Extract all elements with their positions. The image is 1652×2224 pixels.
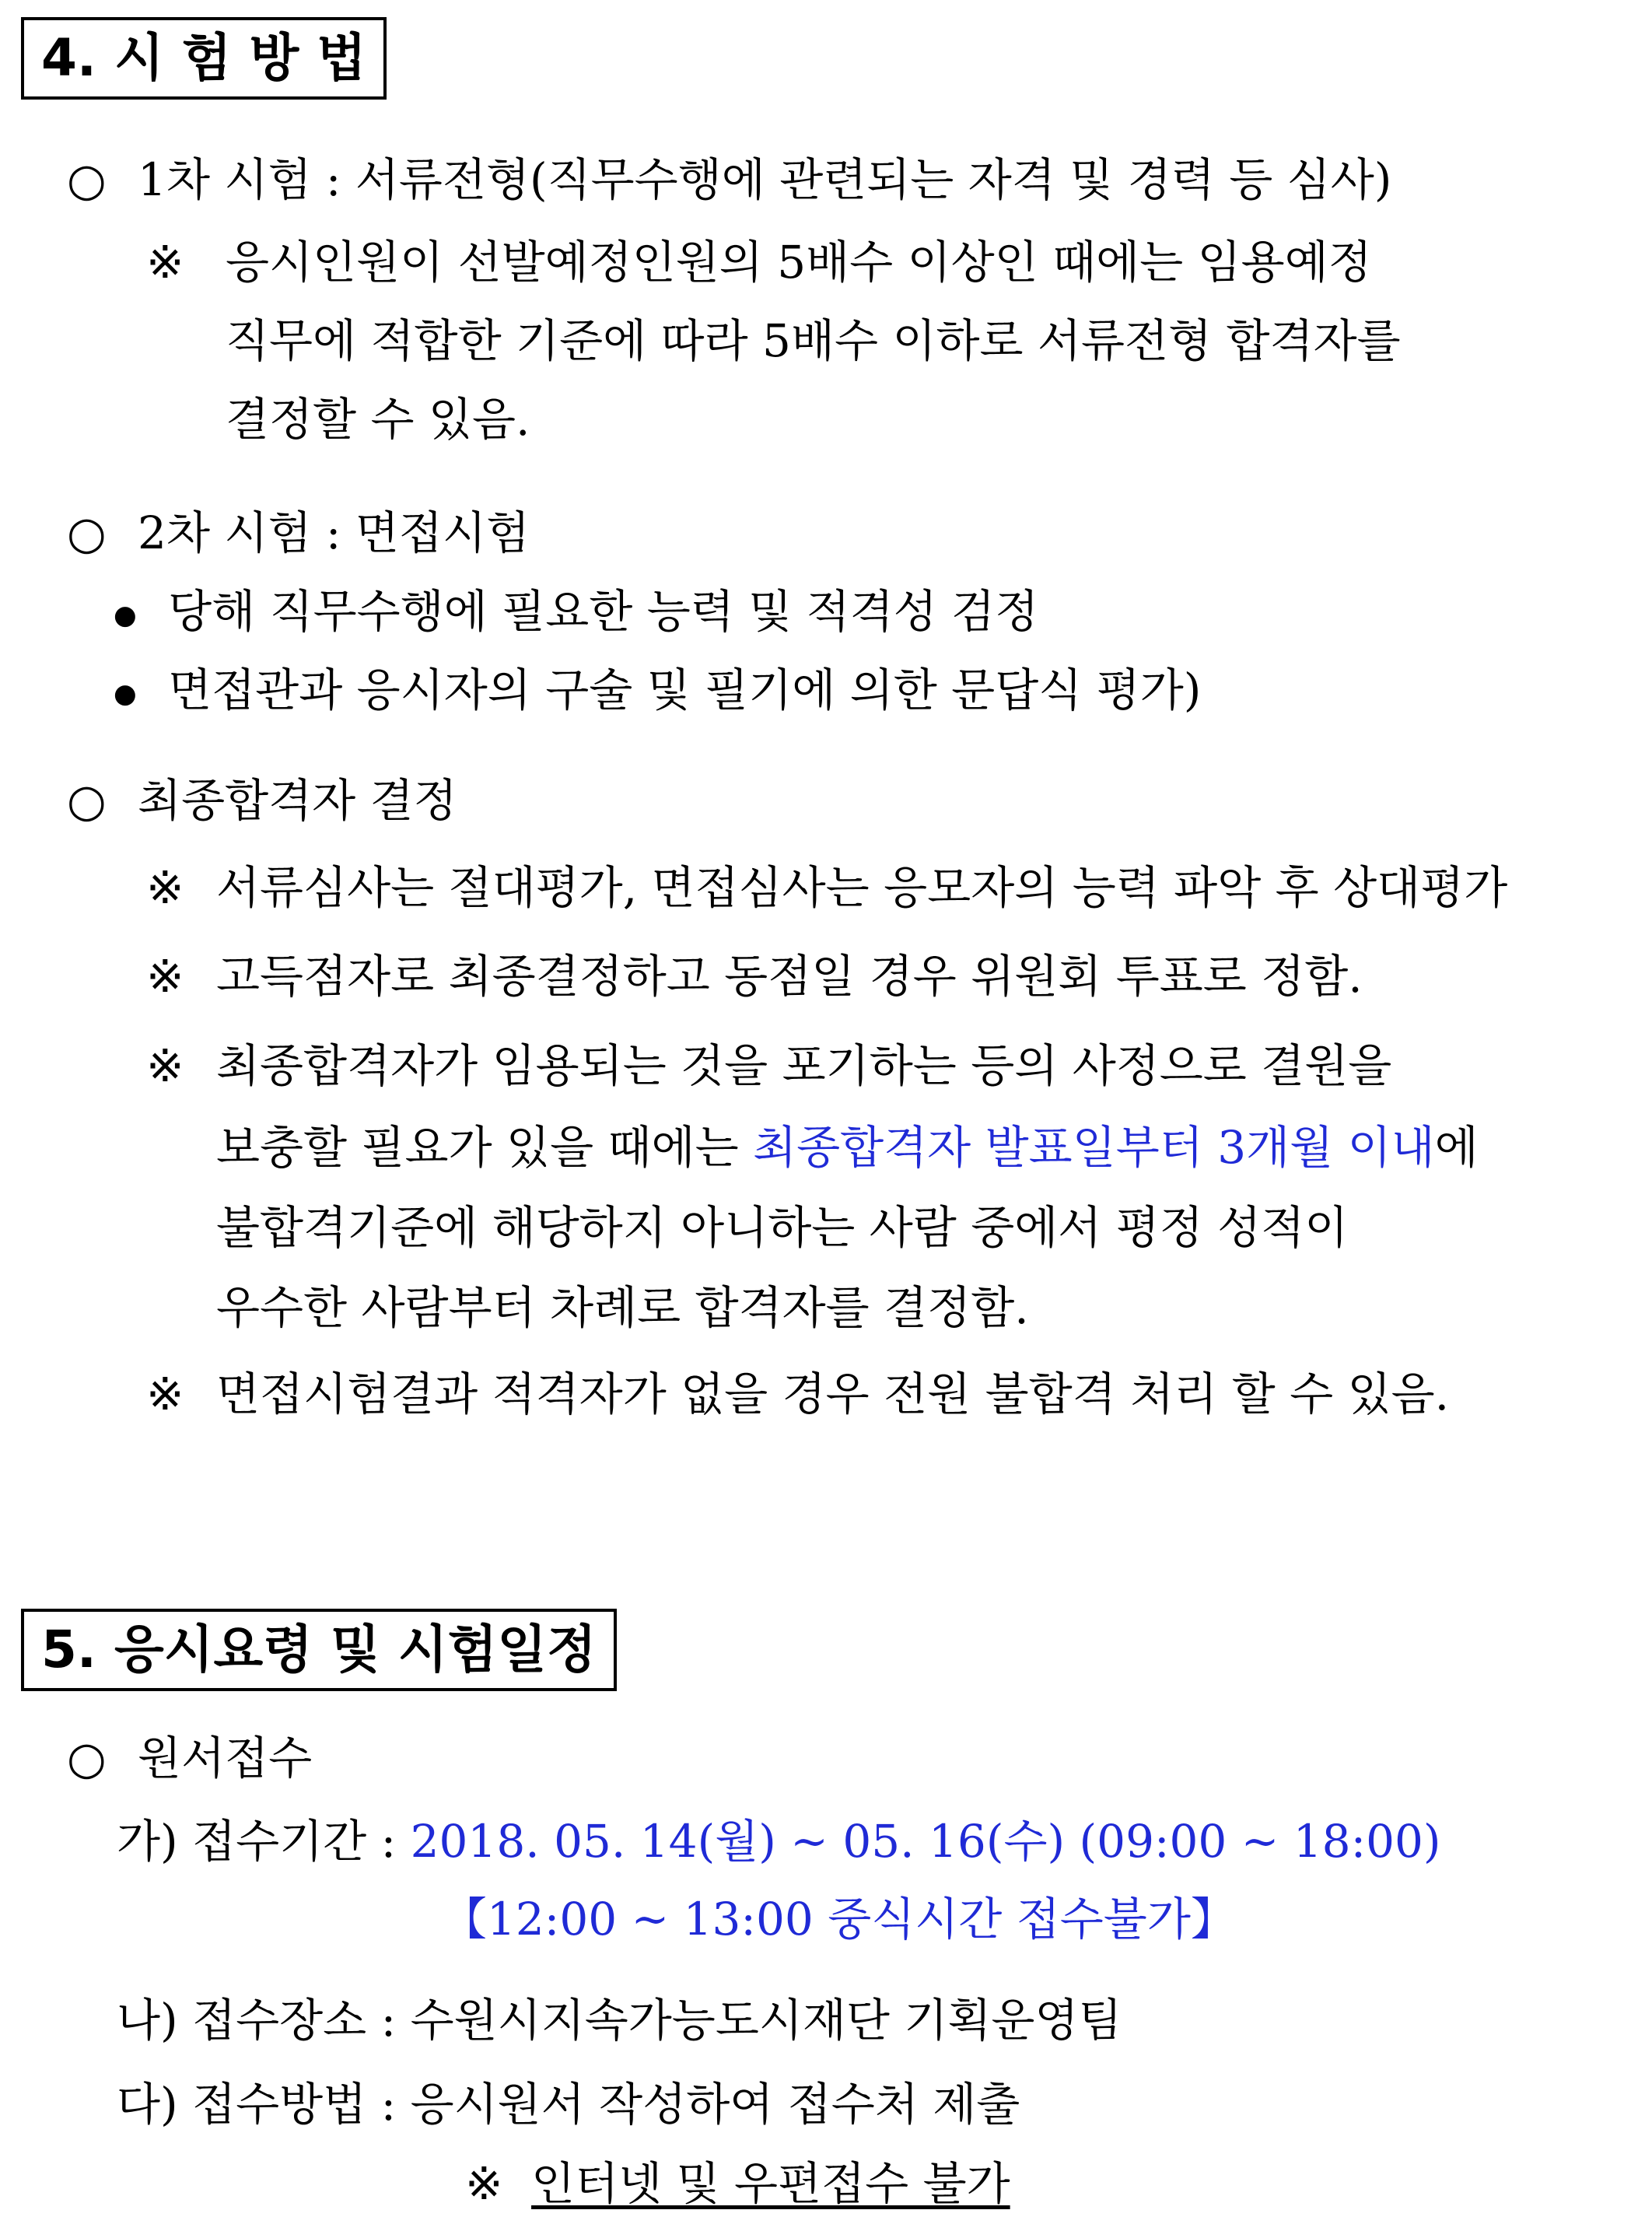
- warning-text: 인터넷 및 우편접수 불가: [531, 2157, 1010, 2210]
- application-period-note: 【12:00 ~ 13:00 중식시간 접수불가】: [442, 1893, 1236, 1946]
- final-note-3-highlight: 최종합격자 발표일부터 3개월 이내: [753, 1121, 1435, 1174]
- first-exam-note-line: 결정할 수 있음.: [226, 393, 530, 446]
- final-note-3-text: 보충할 필요가 있을 때에는: [216, 1121, 754, 1174]
- section5-heading: 5. 응시요령 및 시험일정: [21, 1609, 617, 1691]
- first-exam-note-text: 응시인원이 선발예정인원의 5배수 이상인 때에는 임용예정: [226, 236, 1372, 289]
- application-method-label: 다) 접수방법 :: [117, 2078, 411, 2131]
- final-note-3-text: 에: [1434, 1121, 1479, 1174]
- final-decision-item: [67, 773, 457, 828]
- application-method: [117, 2077, 1020, 2131]
- warning-mark: ※: [465, 2157, 503, 2210]
- section4-heading: 4. 시 험 방 법: [21, 17, 387, 100]
- final-note-mark: ※: [146, 950, 184, 1003]
- application-place-value: 수원시지속가능도시재단 기획운영팀: [410, 1994, 1122, 2047]
- second-exam-sub-item: [114, 663, 1201, 721]
- second-exam-sub-text: 면접관과 응시자의 구술 및 필기에 의한 문답식 평가): [168, 664, 1202, 716]
- dot-bullet-icon: ●: [114, 678, 137, 709]
- final-note-mark: ※: [146, 1368, 184, 1420]
- second-exam-sub-item: [114, 584, 1038, 643]
- application-item: [67, 1731, 312, 1785]
- final-decision-text: 최종합격자 결정: [138, 774, 457, 827]
- application-place-label: 나) 접수장소 :: [117, 1994, 411, 2047]
- final-note-4: 면접시험결과 적격자가 없을 경우 전원 불합격 처리 할 수 있음.: [216, 1368, 1450, 1420]
- application-method-value: 응시원서 작성하여 접수처 제출: [410, 2078, 1020, 2131]
- final-note-3-line4: 우수한 사람부터 차례로 합격자를 결정함.: [216, 1281, 1029, 1334]
- final-note-3-line3: 불합격기준에 해당하지 아니하는 사람 중에서 평정 성적이: [216, 1201, 1349, 1254]
- final-note-mark: ※: [146, 1039, 184, 1092]
- final-note-2: 고득점자로 최종결정하고 동점일 경우 위원회 투표로 정함.: [216, 950, 1363, 1003]
- circle-bullet-icon: ○: [67, 774, 107, 827]
- first-exam-note-line: 직무에 적합한 기준에 따라 5배수 이하로 서류전형 합격자를: [226, 314, 1401, 367]
- first-exam-note-line: [226, 235, 1602, 289]
- circle-bullet-icon: ○: [67, 153, 107, 206]
- application-period: [117, 1814, 1441, 1869]
- circle-bullet-icon: ○: [67, 506, 107, 559]
- dot-bullet-icon: ●: [114, 599, 137, 631]
- first-exam-note-mark: ※: [146, 236, 184, 289]
- final-note-1: 서류심사는 절대평가, 면접심사는 응모자의 능력 파악 후 상대평가: [216, 861, 1508, 914]
- application-place: [117, 1993, 1122, 2047]
- second-exam-sub-text: 당해 직무수행에 필요한 능력 및 적격성 검정: [168, 585, 1039, 638]
- second-exam-item: [67, 506, 530, 560]
- application-text: 원서접수: [138, 1732, 313, 1784]
- first-exam-item: [67, 152, 1391, 207]
- application-warning: [465, 2156, 1010, 2211]
- circle-bullet-icon: ○: [67, 1732, 107, 1784]
- application-period-value: 2018. 05. 14(월) ~ 05. 16(수) (09:00 ~ 18:00): [410, 1815, 1441, 1868]
- final-note-mark: ※: [146, 861, 184, 914]
- first-exam-text: 1차 시험 : 서류전형(직무수행에 관련되는 자격 및 경력 등 심사): [138, 153, 1392, 206]
- final-note-3-line1: 최종합격자가 임용되는 것을 포기하는 등의 사정으로 결원을: [216, 1039, 1392, 1092]
- second-exam-text: 2차 시험 : 면접시험: [138, 506, 530, 559]
- application-period-label: 가) 접수기간 :: [117, 1815, 411, 1868]
- final-note-3-line2: [216, 1120, 1479, 1175]
